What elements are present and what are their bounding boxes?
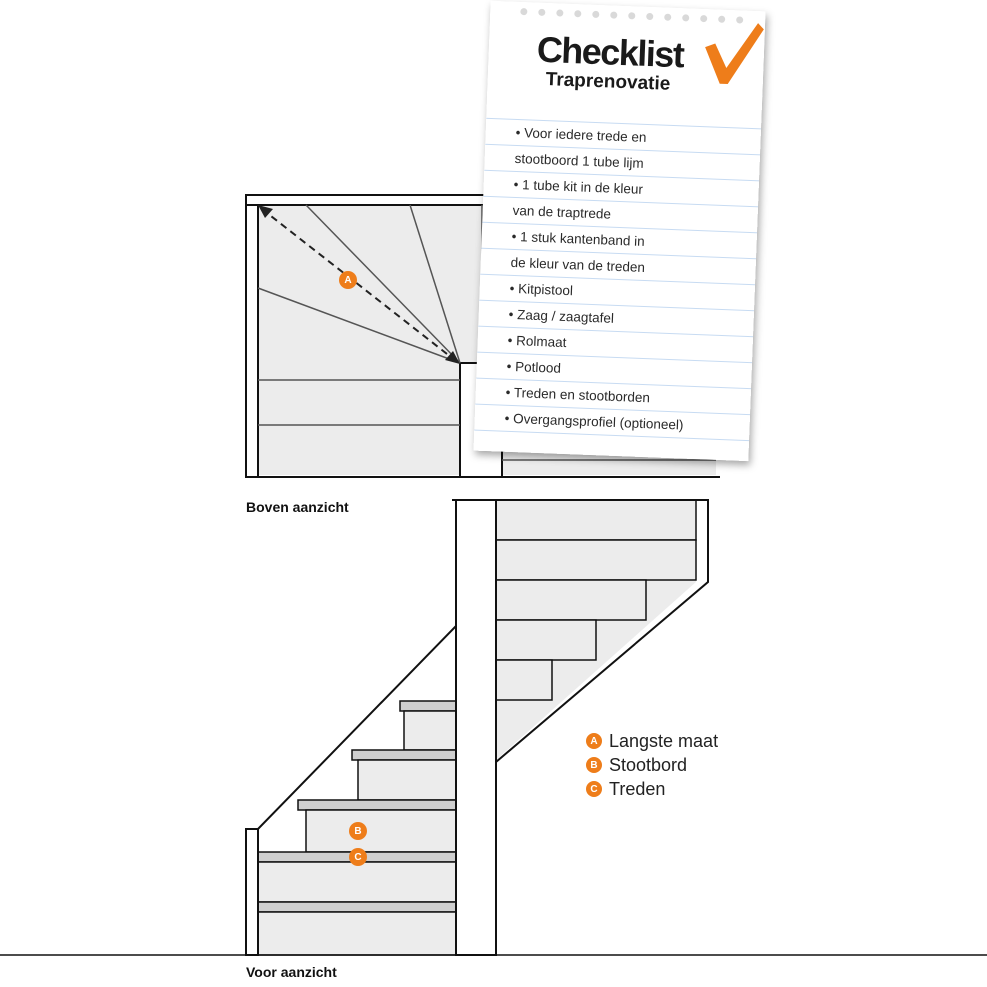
- list-item: • Potlood: [506, 358, 562, 376]
- checklist-note: [473, 1, 765, 461]
- list-item: van de traptrede: [512, 202, 612, 222]
- list-item: • Zaag / zaagtafel: [508, 306, 615, 326]
- marker-a: A: [339, 271, 357, 289]
- list-item: • Voor iedere trede en: [515, 124, 647, 145]
- checklist-title: Checklist: [536, 28, 685, 76]
- list-item: stootboord 1 tube lijm: [514, 150, 644, 171]
- legend-item-c: [586, 777, 718, 801]
- front-left-post: [246, 829, 258, 955]
- legend-badge-a: A: [586, 733, 602, 749]
- legend-item-a: [586, 729, 718, 753]
- list-item: • Treden en stootborden: [505, 384, 651, 406]
- front-view-caption: Voor aanzicht: [246, 964, 337, 980]
- legend-item-b: [586, 753, 718, 777]
- marker-c: C: [349, 848, 367, 866]
- list-item: • Kitpistool: [509, 280, 574, 299]
- top-view-left-stringer: [246, 195, 258, 477]
- legend-badge-b: B: [586, 757, 602, 773]
- checkmark-icon: [700, 17, 767, 89]
- top-view-caption: Boven aanzicht: [246, 499, 349, 515]
- legend-badge-c: C: [586, 781, 602, 797]
- list-item: • 1 stuk kantenband in: [511, 228, 645, 249]
- legend-label-a: Langste maat: [609, 730, 719, 751]
- list-item: • 1 tube kit in de kleur: [513, 176, 644, 197]
- list-item: • Rolmaat: [507, 332, 567, 351]
- marker-b: B: [349, 822, 367, 840]
- checklist-subtitle: Traprenovatie: [545, 69, 671, 95]
- checklist-items: [504, 120, 695, 439]
- legend-label-b: Stootbord: [609, 754, 688, 775]
- front-newel: [456, 500, 496, 955]
- list-item: • Overgangsprofiel (optioneel): [504, 410, 684, 433]
- list-item: de kleur van de treden: [510, 254, 646, 275]
- legend-label-c: Treden: [609, 778, 666, 799]
- legend: [586, 729, 718, 801]
- front-view: [0, 500, 987, 955]
